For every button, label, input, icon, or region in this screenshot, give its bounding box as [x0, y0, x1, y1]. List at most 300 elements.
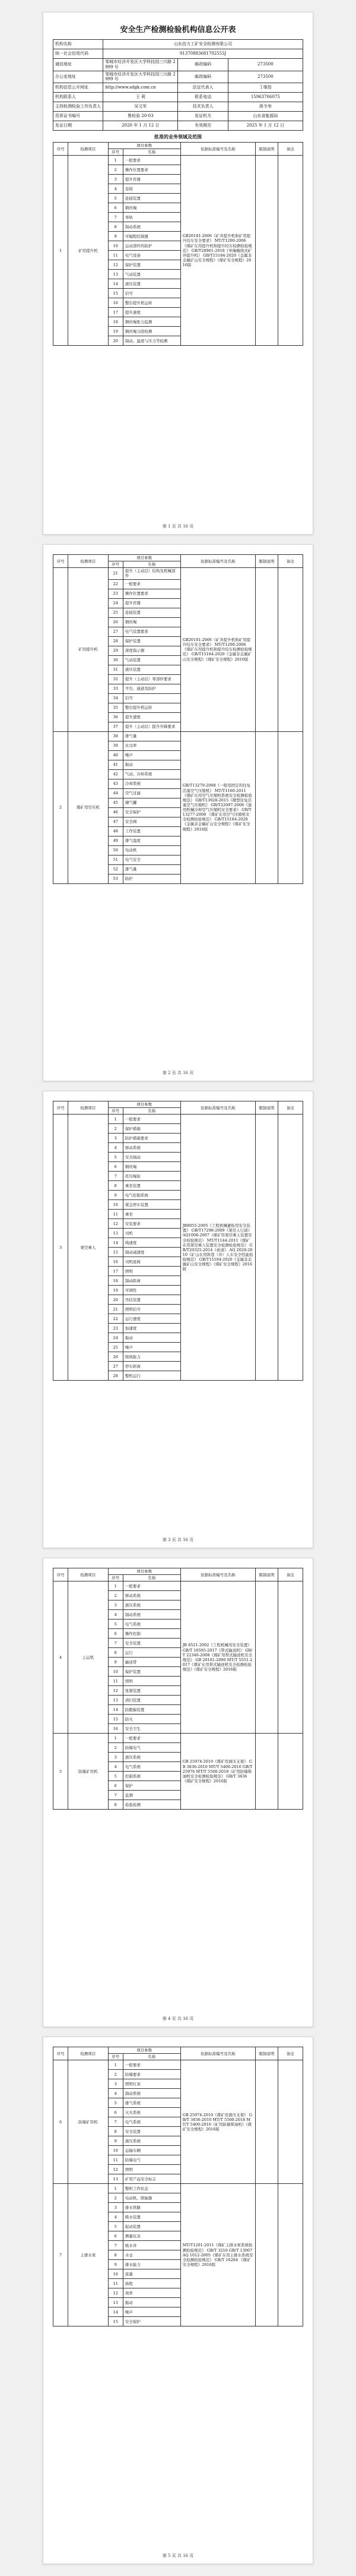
param-name: 张紧装置 [123, 1686, 180, 1696]
office-address-label: 办公室地址 [53, 71, 103, 83]
legal-rep: 丁维姣 [228, 83, 303, 93]
param-name: 噪声 [123, 2307, 180, 2317]
param-name: 噪声 [123, 1343, 180, 1352]
param-name: 照明信号 [123, 1305, 180, 1314]
param-name: 防火 [123, 1715, 180, 1724]
page-footer: 第 2 页 共 16 页 [162, 1071, 194, 1075]
subheader-no: 序号 [108, 561, 123, 568]
param-number: 16 [108, 298, 123, 308]
subheader-no: 序号 [108, 1575, 123, 1581]
post-code-label: 邮政编码 [178, 59, 228, 71]
param-name: 吊挂装置 [123, 1295, 180, 1305]
param-name: 排气量 [123, 731, 180, 741]
param-number: 39 [108, 741, 123, 750]
param-name: 保护 [123, 1781, 180, 1791]
group-name: 防爆矿用机 [68, 1734, 108, 1810]
param-name: 操作位置要求 [123, 165, 180, 175]
param-name: 排气温度 [123, 836, 180, 845]
param-name: 防跑偏装置 [123, 1705, 180, 1715]
param-name: 防爆电气 [123, 1743, 180, 1753]
remark-cell [278, 2060, 303, 2184]
param-name: 乘坐装置 [123, 1181, 180, 1191]
table-row [53, 1734, 303, 1743]
param-name: 制动距离 [123, 1276, 180, 1286]
param-number: 5 [108, 194, 123, 203]
manager: 吴文军 [103, 102, 178, 112]
page-3-content [53, 1101, 303, 1381]
subheader-no: 序号 [108, 149, 123, 156]
param-number: 21 [108, 1305, 123, 1314]
cert-number-label: 资质证书编号 [53, 112, 103, 121]
param-name: 防护措施要求 [123, 1134, 180, 1143]
param-name: 一般要求 [123, 156, 180, 165]
param-number: 3 [108, 175, 123, 184]
param-number: 7 [108, 2241, 123, 2250]
param-name: 灭火系统 [123, 2108, 180, 2117]
group-name: 矿用提升机 [68, 156, 108, 346]
param-number: 15 [108, 1248, 123, 1257]
param-name: 测量仪表 [123, 2231, 180, 2241]
param-number: 21 [108, 568, 123, 579]
param-number: 25 [108, 608, 123, 617]
manager-label: 主持检测检验工作负责人 [53, 102, 103, 112]
param-name: 输送带 [123, 1658, 180, 1667]
scope-header-row [53, 1101, 303, 1108]
group-name: 主运机 [68, 1581, 108, 1734]
param-number: 7 [108, 1791, 123, 1800]
header-limit: 限制说明 [255, 2047, 278, 2060]
param-name: 提升速度 [123, 712, 180, 722]
param-name: 操作控制 [123, 1629, 180, 1639]
param-number: 13 [108, 270, 123, 279]
group-number: 4 [53, 1581, 68, 1734]
remark-cell [278, 156, 303, 346]
standard-text: JB 8521-2002《工程机械用安全装置》 GB/T 10595-2017《带式输送机》 GB/T 22340-2008《煤矿用带式输送机安全规范》 GB 20181-2006 MT/T 5551-2017《煤矿在用带式输送机安全检测检验规范》《煤矿安全规程》2016版 [180, 1581, 255, 1734]
param-number: 29 [108, 646, 123, 655]
website-label: 机构信息公开网址 [53, 83, 103, 93]
param-number: 10 [108, 2146, 123, 2155]
param-number: 11 [108, 1677, 123, 1686]
param-name: 制动系统 [123, 222, 180, 232]
param-number: 3 [108, 1134, 123, 1143]
param-number: 23 [108, 1324, 123, 1333]
legal-rep-label: 法定代表人 [178, 83, 228, 93]
org-name-label: 机构名称 [53, 40, 103, 49]
page-footer: 第 5 页 共 16 页 [162, 2553, 194, 2558]
param-name: 扬程 [123, 2279, 180, 2288]
param-name: 运输车辆 [123, 2146, 180, 2155]
standard-text: GB20181-2006《矿井提升机和矿用提升绞车安全要求》 MT/T1200-2006《煤矿在用提升机和提升绞车检测检验规范》 GB/T15184-2020《金属非金属矿山安全规程》《煤矿安全规程》2016版 [180, 568, 255, 731]
post-code-label-2: 邮政编码 [178, 71, 228, 83]
param-number: 6 [108, 1162, 123, 1172]
page-3 [43, 1091, 313, 1548]
param-name: 钢丝绳分段检测 [123, 327, 180, 336]
param-name: 保护装置 [123, 636, 180, 646]
subheader-name: 名称 [123, 2054, 180, 2060]
param-name: 气动装置 [123, 655, 180, 665]
param-name: 振动 [123, 760, 180, 769]
param-number: 3 [108, 1753, 123, 1762]
param-number: 4 [108, 2212, 123, 2222]
agency-info-table [53, 39, 303, 131]
param-name: 整机运行 [123, 1371, 180, 1381]
param-name: 一般要求 [123, 1115, 180, 1124]
param-name: 钢丝绳 [123, 1162, 180, 1172]
mail-address-label: 通信地址 [53, 59, 103, 71]
param-name: 安全装置 [123, 2127, 180, 2136]
param-number: 45 [108, 798, 123, 807]
param-number: 17 [108, 308, 123, 317]
limit-cell [255, 1581, 278, 1734]
param-name: 电气设备 [123, 251, 180, 260]
param-name: 气动装置 [123, 270, 180, 279]
contact-label: 机构联系人 [53, 93, 103, 102]
param-number: 32 [108, 674, 123, 684]
param-name: 效率 [123, 2288, 180, 2298]
header-limit: 限制说明 [255, 1101, 278, 1115]
param-number: 49 [108, 836, 123, 845]
param-name: 制动、温度与压力等检测 [123, 336, 180, 346]
table-row [53, 156, 303, 165]
param-name: 安全阀 [123, 817, 180, 826]
param-name: 电动机 [123, 845, 180, 855]
param-number: 13 [108, 2174, 123, 2184]
param-number: 24 [108, 598, 123, 608]
param-number: 12 [108, 2288, 123, 2298]
param-number: 8 [108, 2250, 123, 2260]
param-name: 安全卫生 [123, 1724, 180, 1734]
param-number: 18 [108, 1276, 123, 1286]
header-params: 项目参数 [108, 1101, 180, 1108]
header-remark: 备注 [278, 1101, 303, 1115]
header-standard: 依据标准编号及名称 [180, 143, 255, 156]
param-name: 控制系统 [123, 1772, 180, 1781]
scope-title: 批准的业务领域及范围 [154, 134, 202, 140]
tech-lead-label: 技术负责人 [178, 102, 228, 112]
param-name: 液压系统 [123, 2136, 180, 2146]
param-name: 提升（主动层）提升升降要求 [123, 722, 180, 731]
param-name: 一般要求 [123, 2060, 180, 2070]
issue-date: 2020 年 1 月 12 日 [103, 121, 178, 131]
param-name: 液压装置 [123, 665, 180, 674]
param-number: 36 [108, 712, 123, 722]
scope-table [53, 1101, 303, 1381]
param-number: 44 [108, 788, 123, 798]
remark-cell [278, 2184, 303, 2326]
param-name: 振动 [123, 1333, 180, 1343]
param-number: 38 [108, 731, 123, 741]
header-no: 序号 [53, 1568, 68, 1581]
header-params: 项目参数 [108, 143, 180, 149]
tech-lead: 蒋令举 [228, 102, 303, 112]
param-name: 电动机、联轴器 [123, 2193, 180, 2203]
group-name: 主排水泵 [68, 2184, 108, 2326]
header-standard: 依据标准编号及名称 [180, 555, 255, 568]
table-row [53, 1581, 303, 1591]
param-number: 22 [108, 579, 123, 589]
param-number: 12 [108, 1219, 123, 1229]
param-name: 电气系统 [123, 1620, 180, 1629]
param-name: 电气安全 [123, 855, 180, 864]
param-number: 37 [108, 722, 123, 731]
param-number: 6 [108, 2108, 123, 2117]
param-name: 信号 [123, 693, 180, 703]
param-number: 13 [108, 1229, 123, 1238]
param-name: 吸水装置 [123, 2212, 180, 2222]
param-name: 起动装置 [123, 2222, 180, 2231]
param-number: 12 [108, 1686, 123, 1696]
valid-until: 2025 年 1 月 12 日 [228, 121, 303, 131]
param-number: 15 [108, 289, 123, 298]
param-name: 清扫装置 [123, 1696, 180, 1705]
param-number: 1 [108, 2060, 123, 2070]
param-name: 连接装置 [123, 194, 180, 203]
page-5 [43, 2037, 313, 2564]
param-name: 加速度 [123, 1324, 180, 1333]
param-number: 12 [108, 260, 123, 270]
header-no: 序号 [53, 143, 68, 156]
post-code-2: 273500 [228, 71, 303, 83]
param-number: 8 [108, 2127, 123, 2136]
param-name: 液压系统 [123, 1753, 180, 1762]
param-number: 5 [108, 1772, 123, 1781]
param-name: 爬坡能力 [123, 1352, 180, 1362]
param-name: 信号 [123, 289, 180, 298]
page-1-content [53, 23, 303, 346]
header-item: 检测项目 [68, 1101, 108, 1115]
param-number: 26 [108, 617, 123, 627]
cert-number: 鲁检验 20-03 [103, 112, 178, 121]
table-row [53, 568, 303, 579]
group-name: 煤矿用空压机 [68, 731, 108, 883]
group-name: 矿用提升机 [68, 568, 108, 731]
param-number: 2 [108, 1591, 123, 1600]
header-remark: 备注 [278, 555, 303, 568]
header-params: 项目参数 [108, 2047, 180, 2054]
param-number: 4 [108, 184, 123, 194]
param-number: 1 [108, 1115, 123, 1124]
param-number: 4 [108, 2089, 123, 2098]
param-number: 2 [108, 1124, 123, 1134]
param-name: 工作装置 [123, 826, 180, 836]
valid-until-label: 有效期至 [178, 121, 228, 131]
limit-cell [255, 731, 278, 883]
param-name: 冷却系统 [123, 779, 180, 788]
param-name: 比功率 [123, 741, 180, 750]
param-number: 5 [108, 2222, 123, 2231]
limit-cell [255, 2060, 278, 2184]
param-number: 41 [108, 760, 123, 769]
remark-cell [278, 1581, 303, 1734]
param-number: 10 [108, 1667, 123, 1677]
subheader-no: 序号 [108, 2054, 123, 2060]
param-number: 6 [108, 203, 123, 213]
param-name: 导轨 [123, 213, 180, 222]
param-name: 可编程控制器 [123, 232, 180, 241]
credit-code: 91370883681702555J [103, 49, 303, 59]
param-number: 9 [108, 232, 123, 241]
param-number: 8 [108, 1181, 123, 1191]
param-name: 安全保护 [123, 807, 180, 817]
param-number: 10 [108, 241, 123, 251]
param-number: 6 [108, 1781, 123, 1791]
page-footer: 第 3 页 共 16 页 [162, 1538, 194, 1542]
param-number: 5 [108, 1620, 123, 1629]
param-number: 13 [108, 2298, 123, 2307]
header-limit: 限制说明 [255, 1568, 278, 1581]
param-number: 7 [108, 2117, 123, 2127]
param-name: 保护装置 [123, 260, 180, 270]
param-number: 3 [108, 2203, 123, 2212]
param-number: 14 [108, 279, 123, 289]
param-name: 司机座椅 [123, 1257, 180, 1267]
param-number: 23 [108, 589, 123, 598]
param-name: 矿用产品安全标志 [123, 2174, 180, 2184]
param-number: 15 [108, 2317, 123, 2326]
param-number: 8 [108, 1800, 123, 1810]
param-name: 卷筒 [123, 184, 180, 194]
group-number: 1 [53, 156, 68, 346]
param-name: 液压装置 [123, 279, 180, 289]
param-number: 11 [108, 251, 123, 260]
header-remark: 备注 [278, 1568, 303, 1581]
website[interactable]: http://www.sdgk.com.cn [103, 83, 178, 93]
param-number: 34 [108, 693, 123, 703]
param-number: 11 [108, 2279, 123, 2288]
remark-cell [278, 568, 303, 731]
header-params: 项目参数 [108, 555, 180, 561]
param-name: 防护 [123, 874, 180, 883]
param-number: 20 [108, 1295, 123, 1305]
header-item: 检测项目 [68, 2047, 108, 2060]
param-number: 50 [108, 845, 123, 855]
standard-text: JB8055-2005《工程机械避险用安全装置》 GB/T17298-2009《架空人行道》 AQ1008-2007《煤矿用架空乘人装置安全检验规范》 MT/T1144-2011《煤矿在用架空乘人装置安全检测检验规范》 GB/T20325-2014《索道》 AQ 2028-2010《矿山在用斜巷（井）人车安全性能检验规范》 GB/T15184-2020《金属非金属矿山安全规程》《煤矿安全规程》2016版 [180, 1115, 255, 1381]
phone-label: 联系电话 [178, 93, 228, 102]
param-name: 排水管路 [123, 2203, 180, 2212]
param-name: 排气系统 [123, 2098, 180, 2108]
param-number: 14 [108, 1705, 123, 1715]
param-name: 深度指示器 [123, 646, 180, 655]
param-number: 3 [108, 2079, 123, 2089]
param-name: 提升（主动层）零部件要求 [123, 674, 180, 684]
param-number: 14 [108, 1238, 123, 1248]
issue-date-label: 发证日期 [53, 121, 103, 131]
document-title: 安全生产检测检验机构信息公开表 [120, 26, 236, 34]
param-number: 47 [108, 817, 123, 826]
param-name: 提升（主动层）结构及机械部件 [123, 568, 180, 579]
header-item: 检测项目 [68, 555, 108, 568]
param-name: 紧急停车装置 [123, 1200, 180, 1210]
param-number: 19 [108, 327, 123, 336]
param-name: 保护装置 [123, 1667, 180, 1677]
param-number: 9 [108, 1191, 123, 1200]
param-name: 照明 [123, 2165, 180, 2174]
header-item: 检测项目 [68, 1568, 108, 1581]
header-no: 序号 [53, 2047, 68, 2060]
param-name: 气动、冷却系统 [123, 769, 180, 779]
param-number: 31 [108, 665, 123, 674]
param-number: 43 [108, 779, 123, 788]
scope-header-row [53, 2047, 303, 2054]
param-number: 9 [108, 2136, 123, 2146]
param-name: 流量 [123, 2269, 180, 2279]
credit-code-label: 统一社会信用代码 [53, 49, 103, 59]
param-number: 5 [108, 2098, 123, 2108]
param-name: 提升容器 [123, 175, 180, 184]
param-name: 安全制动 [123, 1153, 180, 1162]
param-name: 吸水井 [123, 2241, 180, 2250]
param-number: 28 [108, 636, 123, 646]
param-name: 托压绳轮 [123, 1172, 180, 1181]
scope-table [53, 142, 303, 346]
group-number: 6 [53, 2060, 68, 2184]
group-name: 架空乘人 [68, 1115, 108, 1381]
param-number: 1 [108, 1581, 123, 1591]
param-name: 照明灯具 [123, 2079, 180, 2089]
limit-cell [255, 1734, 278, 1810]
param-number: 11 [108, 1210, 123, 1219]
group-number: 2 [53, 731, 68, 883]
limit-cell [255, 568, 278, 731]
param-name: 水仓 [123, 2250, 180, 2260]
param-number: 27 [108, 627, 123, 636]
table-row [53, 731, 303, 741]
param-number: 14 [108, 2307, 123, 2317]
param-number: 17 [108, 1267, 123, 1276]
param-number: 24 [108, 1333, 123, 1343]
param-number: 1 [108, 2184, 123, 2193]
standard-text: GB 25974-2010《煤矿用液压支架》 GB 3836-2010 MT/T 5400-2016 GB/T 25976 MT/T 5500-2018《矿用防爆柴油机安全检测检验规范》 GB/T 3836《煤矿安全规程》2016版 [180, 1734, 255, 1810]
header-no: 序号 [53, 555, 68, 568]
param-number: 22 [108, 1314, 123, 1324]
param-number: 10 [108, 1200, 123, 1210]
param-number: 42 [108, 769, 123, 779]
limit-cell [255, 2184, 278, 2326]
param-name: 一般要求 [123, 1734, 180, 1743]
param-number: 15 [108, 1715, 123, 1724]
header-standard: 依据标准编号及名称 [180, 1101, 255, 1115]
param-number: 6 [108, 1629, 123, 1639]
post-code: 273500 [228, 59, 303, 71]
param-number: 4 [108, 1143, 123, 1153]
header-item: 检测项目 [68, 143, 108, 156]
table-row [53, 1115, 303, 1124]
param-number: 33 [108, 684, 123, 693]
page-2 [43, 544, 313, 1081]
param-name: 防爆要求 [123, 2070, 180, 2079]
param-name: 制动减速度 [123, 1248, 180, 1257]
param-name: 驱动系统 [123, 1143, 180, 1153]
param-number: 3 [108, 1600, 123, 1610]
param-number: 28 [108, 1371, 123, 1381]
param-name: 噪声 [123, 750, 180, 760]
standard-text: GB 25974-2010《煤矿用液压支架》 GB/T 3836-2010 MT/T 5500-2018 MT/T 5400-2016《矿用防爆柴油机》《煤矿安全规程》2016版 [180, 2060, 255, 2184]
param-number: 19 [108, 1286, 123, 1295]
param-name: 提升速度 [123, 308, 180, 317]
param-number: 1 [108, 156, 123, 165]
header-standard: 依据标准编号及名称 [180, 2047, 255, 2060]
param-name: 整台提升机运转 [123, 298, 180, 308]
subheader-no: 序号 [108, 1108, 123, 1115]
param-number: 51 [108, 855, 123, 864]
page-5-content [53, 2047, 303, 2326]
standard-text: GB20181-2006《矿井提升机和矿用提升绞车安全要求》 MT/T1200-2006《煤矿在用提升机和提升绞车检测检验规范》 GB/T20961-2018《单绳缠绕式矿井提升机》 GB/T15184-2020《金属非金属矿山安全规程》《煤矿安全规程》2016版 [180, 156, 255, 346]
header-remark: 备注 [278, 2047, 303, 2060]
contact: 王 莉 [103, 93, 178, 102]
mail-address: 邹城市经济开发区大学科技园三川路 2999 号 [103, 59, 178, 71]
group-number [53, 568, 68, 731]
param-name: 排水能力 [123, 2260, 180, 2269]
